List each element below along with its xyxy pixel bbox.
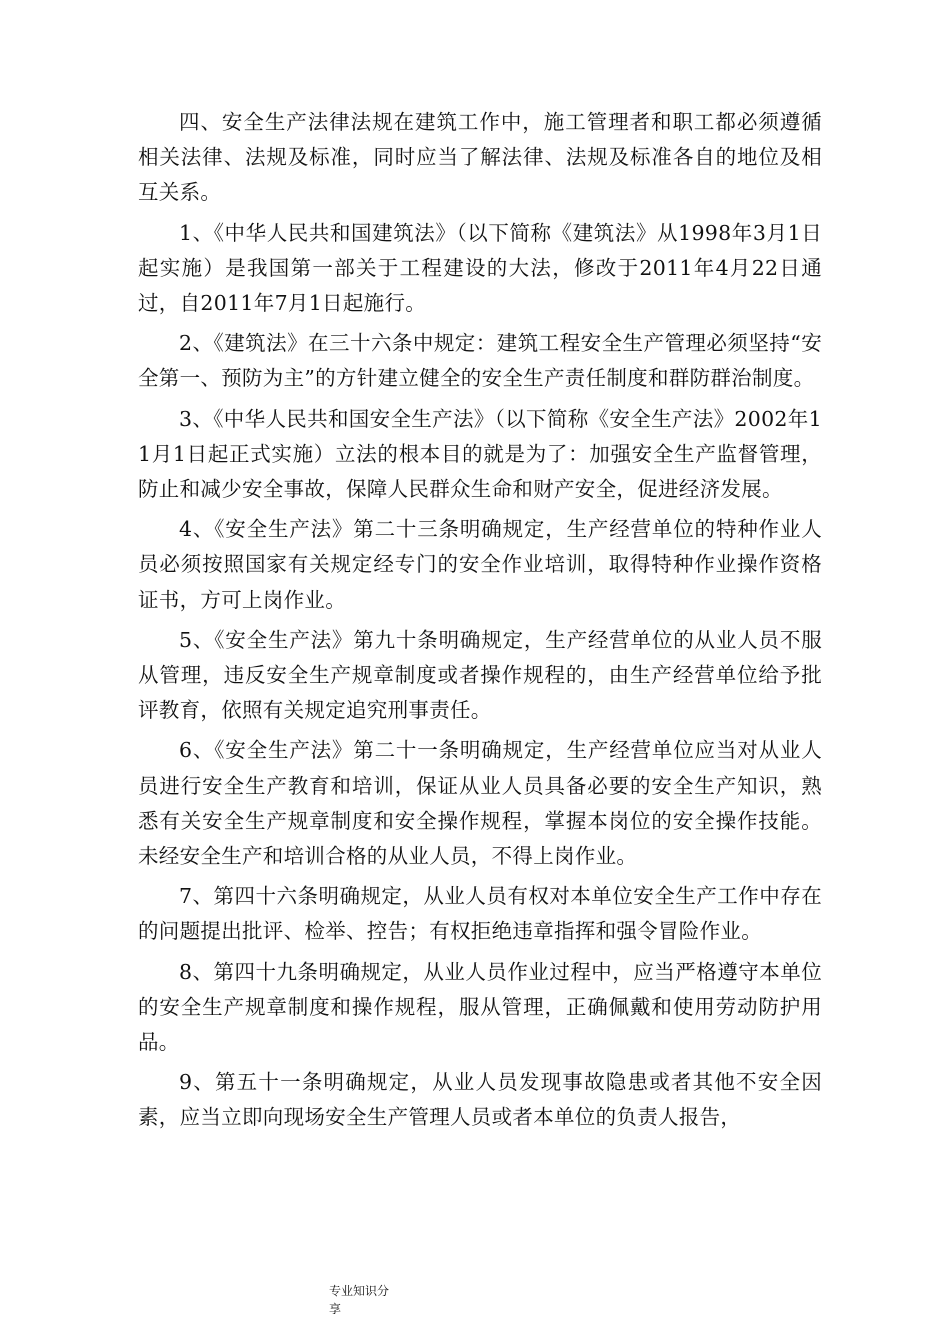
paragraph-item-4: 4、《安全生产法》第二十三条明确规定，生产经营单位的特种作业人员必须按照国家有关规定经专门的安全作业培训，取得特种作业操作资格证书，方可上岗作业。 bbox=[138, 517, 822, 612]
document-body bbox=[138, 105, 822, 1136]
paragraph-item-6: 6、《安全生产法》第二十一条明确规定，生产经营单位应当对从业人员进行安全生产教育和培训，保证从业人员具备必要的安全生产知识，熟悉有关安全生产规章制度和安全操作规程，掌握本岗位的安全操作技能。未经安全生产和培训合格的从业人员，不得上岗作业。 bbox=[138, 738, 822, 869]
paragraph-item-9: 9、第五十一条明确规定，从业人员发现事故隐患或者其他不安全因素，应当立即向现场安全生产管理人员或者本单位的负责人报告， bbox=[138, 1070, 822, 1130]
paragraph-item-5: 5、《安全生产法》第九十条明确规定，生产经营单位的从业人员不服从管理，违反安全生产规章制度或者操作规程的，由生产经营单位给予批评教育，依照有关规定追究刑事责任。 bbox=[138, 627, 822, 723]
paragraph-intro: 四、安全生产法律法规在建筑工作中，施工管理者和职工都必须遵循相关法律、法规及标准，同时应当了解法律、法规及标准各自的地位及相互关系。 bbox=[138, 110, 822, 205]
paragraph-item-3: 3、《中华人民共和国安全生产法》（以下简称《安全生产法》2002年11月1日起正式实施）立法的根本目的就是为了：加强安全生产监督管理，防止和减少安全事故，保障人民群众生命和财产安全，促进经济发展。 bbox=[138, 406, 822, 502]
paragraph-item-2: 2、《建筑法》在三十六条中规定：建筑工程安全生产管理必须坚持“安全第一、预防为主”的方针建立健全的安全生产责任制度和群防群治制度。 bbox=[138, 331, 822, 391]
page-footer: 专业知识分享 bbox=[329, 1284, 390, 1316]
paragraph-item-8: 8、第四十九条明确规定，从业人员作业过程中，应当严格遵守本单位的安全生产规章制度和操作规程，服从管理，正确佩戴和使用劳动防护用品。 bbox=[138, 959, 822, 1055]
paragraph-item-7: 7、第四十六条明确规定，从业人员有权对本单位安全生产工作中存在的问题提出批评、检举、控告；有权拒绝违章指挥和强令冒险作业。 bbox=[138, 884, 822, 944]
paragraph-item-1: 1、《中华人民共和国建筑法》（以下简称《建筑法》从1998年3月1日起实施）是我国第一部关于工程建设的大法，修改于2011年4月22日通过，自2011年7月1日起施行。 bbox=[138, 220, 822, 316]
